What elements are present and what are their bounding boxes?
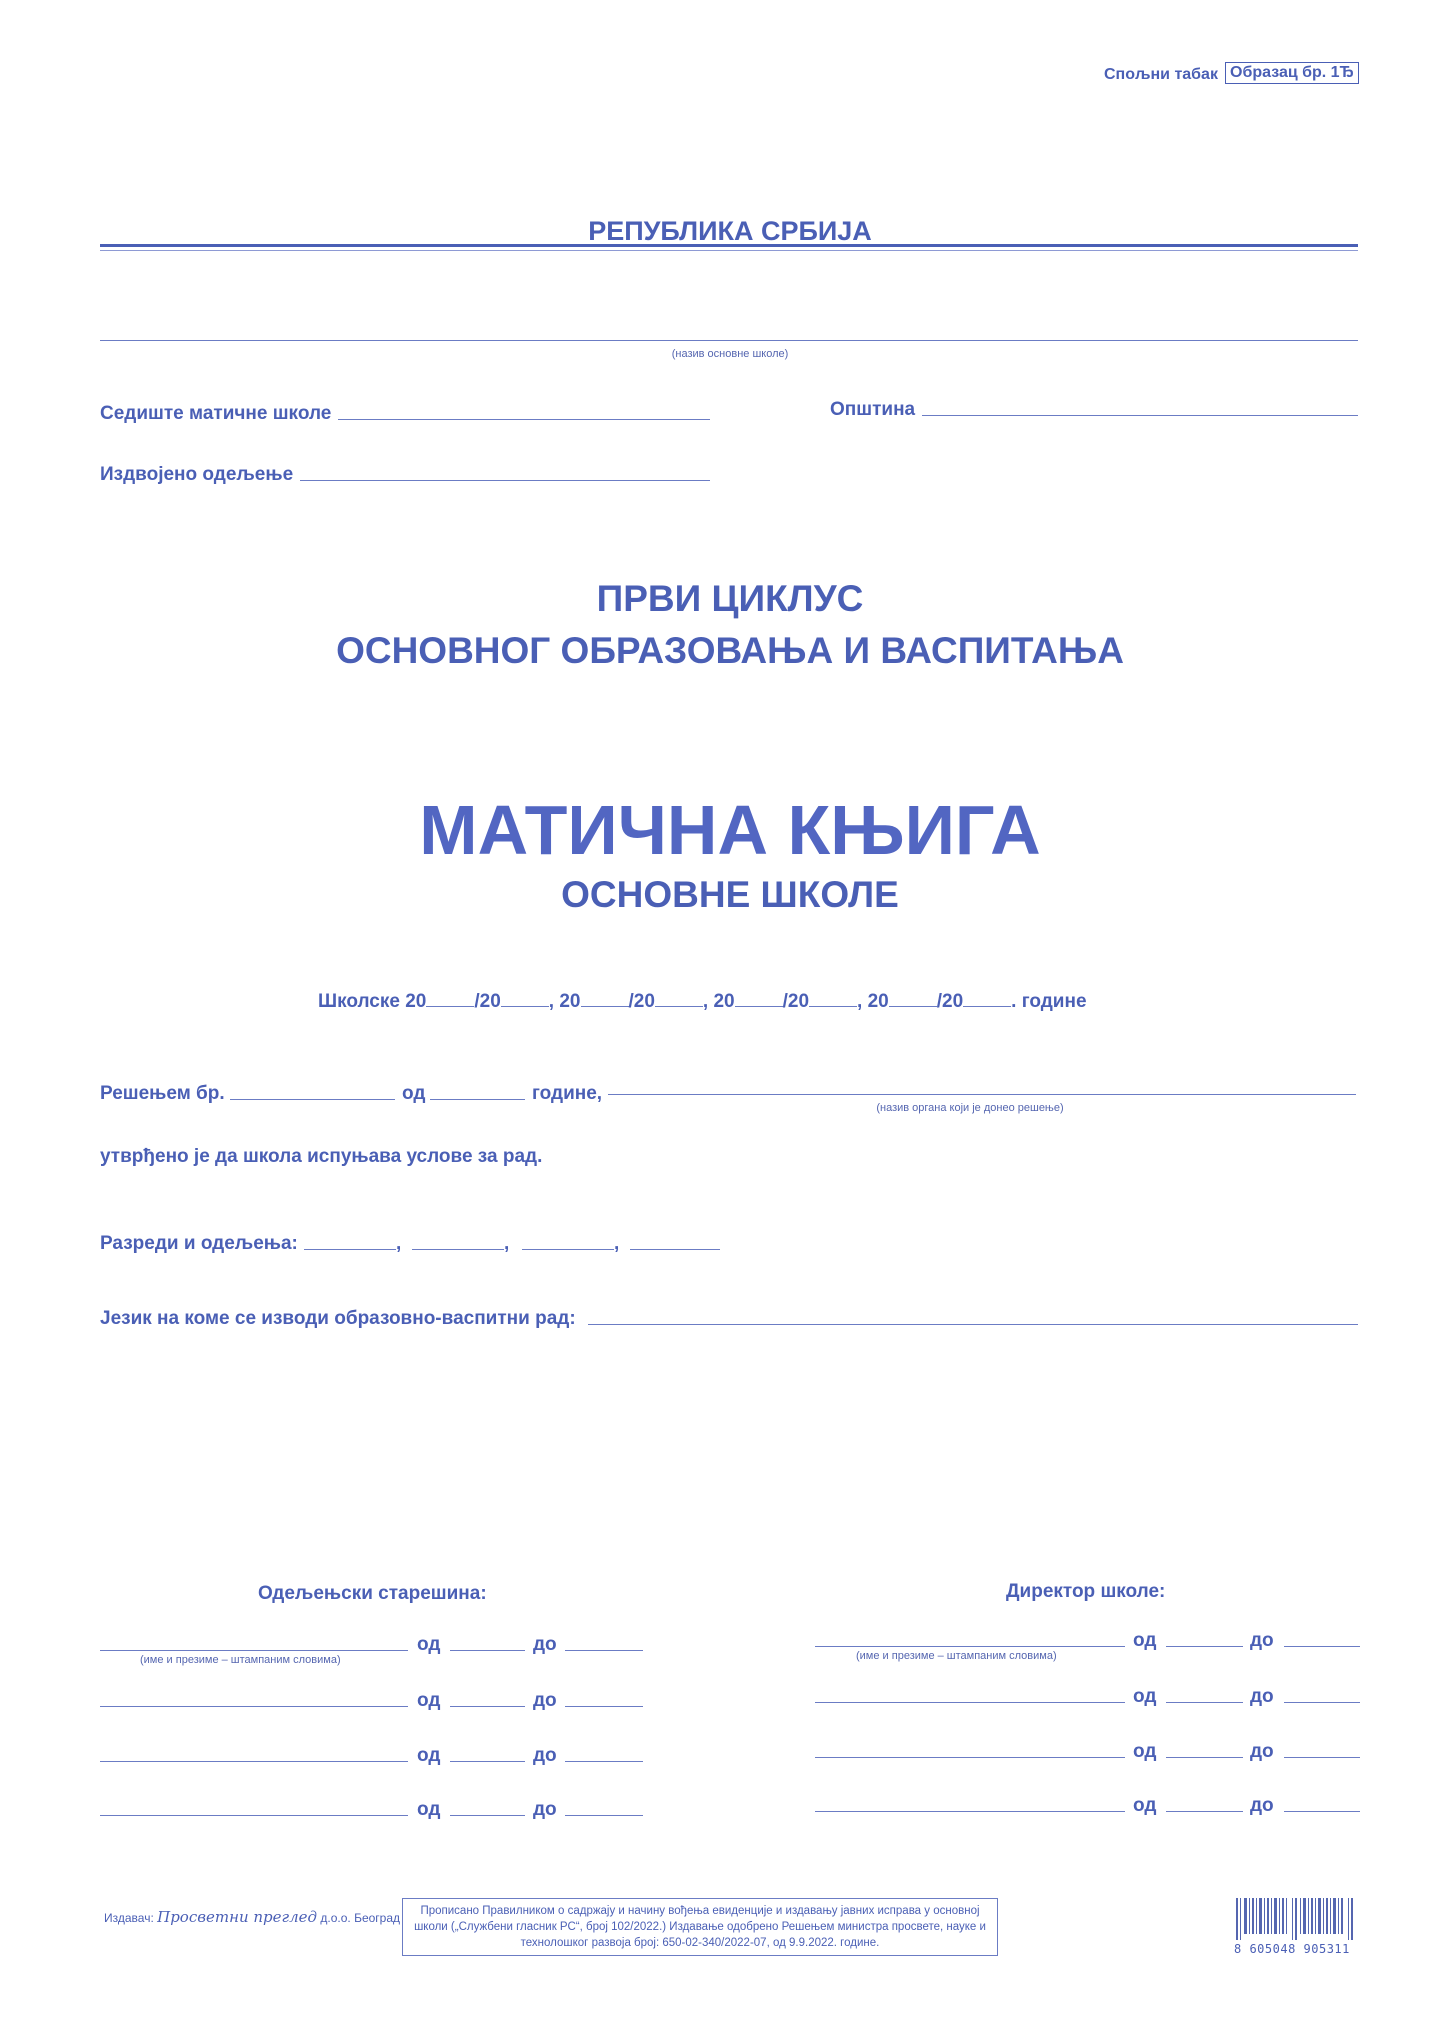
grade-line-1[interactable] (304, 1249, 396, 1250)
year-prefix: 20 (405, 991, 427, 1012)
teacher-name-caption: (име и презиме – штампаним словима) (140, 1654, 341, 1666)
director-to-label: до (1250, 1686, 1274, 1707)
school-years-label: Школске (318, 991, 400, 1012)
teacher-name-line[interactable] (100, 1815, 408, 1816)
director-name-line[interactable] (815, 1757, 1125, 1758)
seat-line[interactable] (338, 419, 710, 420)
director-to-line[interactable] (1284, 1757, 1360, 1758)
teacher-title: Одељењски старешина: (258, 1583, 487, 1604)
teacher-from-line[interactable] (450, 1761, 525, 1762)
decision-authority-line[interactable] (608, 1094, 1356, 1095)
grade-line-4[interactable] (630, 1249, 720, 1250)
publisher-prefix: Издавач: (104, 1911, 154, 1925)
grades-label: Разреди и одељења: (100, 1233, 298, 1254)
barcode-number: 8 605048 905311 (1234, 1942, 1350, 1956)
republic-rule (100, 244, 1358, 251)
teacher-from-label: од (417, 1634, 441, 1655)
teacher-name-line[interactable] (100, 1706, 408, 1707)
teacher-to-line[interactable] (565, 1815, 643, 1816)
grade-comma: , (614, 1233, 620, 1254)
teacher-name-line[interactable] (100, 1650, 408, 1651)
decision-authority-caption: (назив органа који је донео решење) (876, 1102, 1064, 1114)
director-from-label: од (1133, 1795, 1157, 1816)
teacher-from-label: од (417, 1745, 441, 1766)
regulation-box: Прописано Правилником о садржају и начину вођења евиденције и издавању јавних исправа у основној школи („Службени гласник РС“, број 102/2022.) Издавање одобрено Решењем министра просвете, науке и технолошког развоја број: 650-02-340/2022-07, од 9.9.2022. године. (402, 1898, 998, 1956)
director-from-line[interactable] (1166, 1702, 1243, 1703)
municipality-line[interactable] (922, 415, 1358, 416)
barcode (1236, 1898, 1356, 1940)
teacher-to-line[interactable] (565, 1761, 643, 1762)
branch-line[interactable] (300, 480, 710, 481)
teacher-from-line[interactable] (450, 1650, 525, 1651)
year-sep: /20 (782, 991, 810, 1012)
director-to-label: до (1250, 1795, 1274, 1816)
year-sep: /20 (474, 991, 501, 1012)
decision-year: године, (532, 1083, 603, 1104)
teacher-to-line[interactable] (565, 1706, 643, 1707)
director-to-label: до (1250, 1630, 1274, 1651)
teacher-to-label: до (533, 1634, 557, 1655)
year-comma: , 20 (702, 991, 735, 1012)
director-to-line[interactable] (1284, 1702, 1360, 1703)
year-comma: , 20 (548, 991, 581, 1012)
year-sep: /20 (628, 991, 655, 1012)
director-name-line[interactable] (815, 1646, 1125, 1647)
sheet-label: Спољни табак (1104, 66, 1218, 83)
barcode-icon (1236, 1898, 1356, 1940)
director-title: Директор школе: (1006, 1581, 1166, 1602)
year-comma: , 20 (857, 991, 889, 1012)
teacher-from-label: од (417, 1690, 441, 1711)
publisher-suffix: д.о.о. Београд (320, 1911, 401, 1925)
seat-label: Седиште матичне школе (100, 403, 332, 424)
decision-number-line[interactable] (230, 1099, 395, 1100)
language-line[interactable] (588, 1324, 1358, 1325)
teacher-to-label: до (533, 1745, 557, 1766)
director-from-label: од (1133, 1741, 1157, 1762)
director-name-line[interactable] (815, 1811, 1125, 1812)
language-label: Језик на коме се изводи образовно-васпитни рад: (100, 1308, 576, 1329)
form-number-box: Образац бр. 1Ђ (1225, 62, 1359, 84)
school-years-row (318, 991, 1087, 1013)
decision-statement: утврђено је да школа испуњава услове за рад. (100, 1146, 543, 1167)
republic-title: РЕПУБЛИКА СРБИЈА (588, 216, 872, 246)
year-suffix: . године (1011, 991, 1087, 1012)
branch-label: Издвојено одељење (100, 464, 294, 485)
teacher-to-label: до (533, 1690, 557, 1711)
municipality-label: Општина (830, 399, 916, 420)
director-from-label: од (1133, 1630, 1157, 1651)
publisher-name: Просветни преглед (157, 1908, 318, 1926)
director-to-label: до (1250, 1741, 1274, 1762)
decision-from: од (402, 1083, 426, 1104)
director-from-line[interactable] (1166, 1757, 1243, 1758)
director-name-caption: (име и презиме – штампаним словима) (856, 1650, 1057, 1662)
teacher-from-label: од (417, 1799, 441, 1820)
cycle-line-1: ПРВИ ЦИКЛУС (596, 578, 864, 619)
school-name-caption: (назив основне школе) (671, 348, 789, 360)
grade-comma: , (504, 1233, 510, 1254)
teacher-to-line[interactable] (565, 1650, 643, 1651)
book-subtitle: ОСНОВНЕ ШКОЛЕ (561, 874, 899, 915)
school-name-line (100, 340, 1358, 341)
director-from-line[interactable] (1166, 1646, 1243, 1647)
director-name-line[interactable] (815, 1702, 1125, 1703)
teacher-from-line[interactable] (450, 1815, 525, 1816)
decision-label: Решењем бр. (100, 1083, 225, 1104)
director-from-line[interactable] (1166, 1811, 1243, 1812)
director-from-label: од (1133, 1686, 1157, 1707)
grade-line-2[interactable] (412, 1249, 504, 1250)
decision-date-line[interactable] (430, 1099, 525, 1100)
teacher-from-line[interactable] (450, 1706, 525, 1707)
grade-comma: , (396, 1233, 402, 1254)
teacher-name-line[interactable] (100, 1761, 408, 1762)
book-title: МАТИЧНА КЊИГА (419, 791, 1041, 869)
cycle-line-2: ОСНОВНОГ ОБРАЗОВАЊА И ВАСПИТАЊА (336, 630, 1124, 671)
teacher-to-label: до (533, 1799, 557, 1820)
publisher (104, 1908, 400, 1926)
grade-line-3[interactable] (522, 1249, 614, 1250)
director-to-line[interactable] (1284, 1811, 1360, 1812)
director-to-line[interactable] (1284, 1646, 1360, 1647)
year-sep: /20 (936, 991, 964, 1012)
